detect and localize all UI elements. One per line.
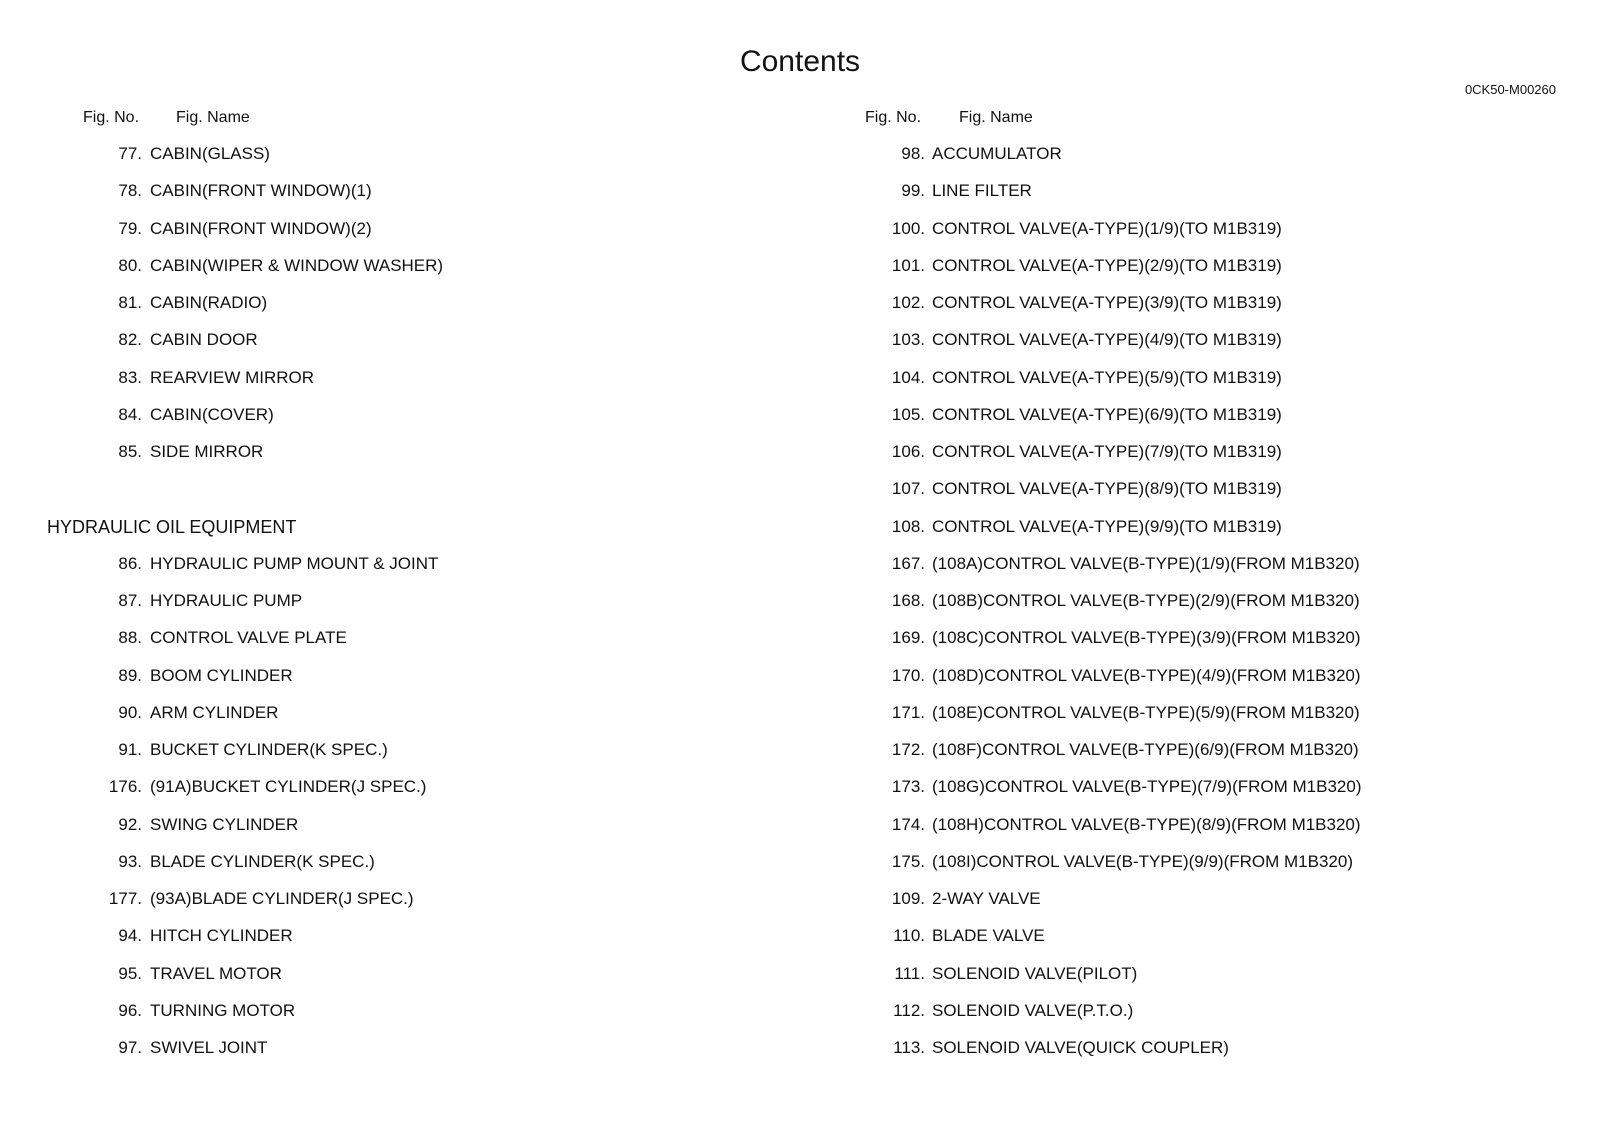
contents-entry[interactable] — [783, 477, 1543, 514]
contents-entry[interactable] — [0, 142, 760, 179]
fig-name: ACCUMULATOR — [932, 144, 1062, 163]
fig-no-header: Fig. No. — [865, 109, 922, 126]
fig-number: 80. — [118, 255, 142, 275]
contents-entry[interactable] — [0, 552, 760, 589]
fig-number: 168. — [891, 591, 925, 610]
fig-number: 78. — [118, 181, 142, 201]
contents-entry[interactable] — [0, 328, 760, 365]
fig-name: ARM CYLINDER — [150, 702, 279, 722]
contents-entry[interactable] — [783, 924, 1543, 961]
fig-number: 177. — [108, 889, 142, 908]
contents-entry[interactable] — [0, 962, 760, 999]
fig-name: TURNING MOTOR — [150, 1000, 296, 1020]
fig-name: BUCKET CYLINDER(K SPEC.) — [150, 740, 388, 759]
contents-entry[interactable] — [0, 626, 760, 663]
fig-number: 170. — [891, 665, 925, 685]
fig-name: HITCH CYLINDER — [150, 926, 293, 946]
fig-name: (91A)BUCKET CYLINDER(J SPEC.) — [150, 777, 427, 797]
fig-number: 90. — [118, 702, 142, 722]
fig-name: SOLENOID VALVE(P.T.O.) — [932, 1000, 1134, 1020]
fig-number: 96. — [118, 1000, 142, 1020]
fig-name: (108D)CONTROL VALVE(B-TYPE)(4/9)(FROM M1B320) — [932, 665, 1361, 685]
contents-entry[interactable] — [783, 515, 1543, 552]
fig-number: 88. — [118, 628, 142, 648]
contents-entry[interactable] — [783, 626, 1543, 663]
fig-number: 171. — [891, 702, 925, 722]
fig-number: 103. — [891, 330, 925, 350]
fig-name: CABIN(COVER) — [150, 404, 274, 424]
fig-number: 176. — [108, 777, 142, 797]
contents-entry[interactable] — [783, 738, 1543, 775]
fig-number: 97. — [118, 1038, 142, 1057]
fig-name: SOLENOID VALVE(QUICK COUPLER) — [932, 1038, 1229, 1057]
contents-entry[interactable] — [783, 440, 1543, 477]
fig-number: 108. — [891, 516, 925, 536]
fig-number: 104. — [891, 367, 925, 387]
contents-entry[interactable] — [783, 999, 1543, 1036]
fig-name: CONTROL VALVE(A-TYPE)(8/9)(TO M1B319) — [932, 479, 1282, 499]
contents-column-left — [0, 106, 760, 1073]
fig-name-header: Fig. Name — [959, 109, 1033, 126]
contents-entry[interactable] — [783, 217, 1543, 254]
fig-name: CONTROL VALVE(A-TYPE)(6/9)(TO M1B319) — [932, 404, 1282, 424]
contents-entry[interactable] — [0, 403, 760, 440]
fig-name: CABIN(GLASS) — [150, 144, 270, 163]
fig-name: SWIVEL JOINT — [150, 1038, 268, 1057]
fig-name: REARVIEW MIRROR — [150, 367, 315, 387]
fig-number: 84. — [118, 404, 142, 424]
contents-entry[interactable] — [0, 1036, 760, 1073]
fig-number: 106. — [891, 442, 925, 461]
contents-list — [783, 142, 1543, 1073]
fig-name: BOOM CYLINDER — [150, 665, 293, 685]
fig-number: 175. — [891, 851, 925, 871]
contents-entry[interactable] — [783, 887, 1543, 924]
fig-name: (108I)CONTROL VALVE(B-TYPE)(9/9)(FROM M1B320) — [932, 851, 1353, 871]
fig-name: SOLENOID VALVE(PILOT) — [932, 963, 1138, 983]
contents-entry[interactable] — [783, 366, 1543, 403]
fig-number: 173. — [891, 777, 925, 797]
fig-name: LINE FILTER — [932, 181, 1032, 201]
fig-number: 102. — [891, 293, 925, 312]
contents-entry[interactable] — [783, 701, 1543, 738]
fig-name: SIDE MIRROR — [150, 442, 264, 461]
contents-entry[interactable] — [783, 328, 1543, 365]
fig-number: 81. — [118, 293, 142, 312]
contents-entry[interactable] — [783, 664, 1543, 701]
fig-name: HYDRAULIC PUMP — [150, 591, 303, 610]
section-spacer — [0, 477, 760, 514]
contents-entry[interactable] — [0, 589, 760, 626]
fig-name: CONTROL VALVE PLATE — [150, 628, 347, 648]
fig-number: 100. — [891, 218, 925, 238]
contents-entry[interactable] — [0, 850, 760, 887]
contents-entry[interactable] — [783, 850, 1543, 887]
fig-number: 82. — [118, 330, 142, 350]
fig-number: 94. — [118, 926, 142, 946]
section-heading — [0, 515, 760, 552]
contents-entry[interactable] — [0, 440, 760, 477]
fig-name: CONTROL VALVE(A-TYPE)(5/9)(TO M1B319) — [932, 367, 1282, 387]
contents-entry[interactable] — [783, 552, 1543, 589]
fig-number: 112. — [893, 1000, 925, 1020]
fig-name: (108H)CONTROL VALVE(B-TYPE)(8/9)(FROM M1B320) — [932, 814, 1361, 834]
fig-name: (108A)CONTROL VALVE(B-TYPE)(1/9)(FROM M1B320) — [932, 553, 1360, 573]
contents-entry[interactable] — [0, 217, 760, 254]
fig-name: CABIN DOOR — [150, 330, 258, 350]
fig-number: 87. — [118, 591, 142, 610]
contents-entry[interactable] — [0, 366, 760, 403]
fig-name-header: Fig. Name — [176, 109, 250, 126]
fig-number: 111. — [894, 963, 925, 983]
contents-entry[interactable] — [783, 589, 1543, 626]
fig-name: CONTROL VALVE(A-TYPE)(4/9)(TO M1B319) — [932, 330, 1282, 350]
fig-number: 85. — [118, 442, 142, 461]
contents-entry[interactable] — [783, 403, 1543, 440]
column-header — [0, 106, 760, 130]
fig-name: CONTROL VALVE(A-TYPE)(2/9)(TO M1B319) — [932, 255, 1282, 275]
fig-name: CONTROL VALVE(A-TYPE)(9/9)(TO M1B319) — [932, 516, 1282, 536]
section-heading-text: HYDRAULIC OIL EQUIPMENT — [47, 516, 297, 537]
fig-name: CABIN(FRONT WINDOW)(2) — [150, 218, 372, 238]
fig-name: (108G)CONTROL VALVE(B-TYPE)(7/9)(FROM M1B320) — [932, 777, 1362, 797]
contents-entry[interactable] — [0, 738, 760, 775]
fig-name: CABIN(FRONT WINDOW)(1) — [150, 181, 372, 201]
fig-number: 98. — [901, 144, 925, 163]
fig-name: CONTROL VALVE(A-TYPE)(1/9)(TO M1B319) — [932, 218, 1282, 238]
fig-number: 109. — [891, 889, 925, 908]
column-header — [783, 106, 1543, 130]
contents-entry[interactable] — [0, 664, 760, 701]
contents-entry[interactable] — [783, 291, 1543, 328]
fig-number: 172. — [891, 740, 925, 759]
contents-entry[interactable] — [783, 179, 1543, 216]
fig-number: 169. — [891, 628, 925, 648]
contents-entry[interactable] — [0, 775, 760, 812]
fig-name: TRAVEL MOTOR — [150, 963, 282, 983]
fig-name: (108E)CONTROL VALVE(B-TYPE)(5/9)(FROM M1B320) — [932, 702, 1360, 722]
fig-name: CONTROL VALVE(A-TYPE)(7/9)(TO M1B319) — [932, 442, 1282, 461]
fig-number: 77. — [118, 144, 142, 163]
fig-number: 167. — [891, 553, 925, 573]
fig-name: 2-WAY VALVE — [932, 889, 1041, 908]
fig-name: CONTROL VALVE(A-TYPE)(3/9)(TO M1B319) — [932, 293, 1282, 312]
contents-entry[interactable] — [783, 962, 1543, 999]
contents-entry[interactable] — [783, 142, 1543, 179]
fig-number: 83. — [118, 367, 142, 387]
contents-list — [0, 142, 760, 1073]
fig-name: SWING CYLINDER — [150, 814, 299, 834]
contents-entry[interactable] — [0, 291, 760, 328]
fig-number: 174. — [891, 814, 925, 834]
fig-name: BLADE VALVE — [932, 926, 1045, 946]
fig-name: (108F)CONTROL VALVE(B-TYPE)(6/9)(FROM M1B320) — [932, 740, 1359, 759]
fig-number: 89. — [118, 665, 142, 685]
contents-entry[interactable] — [0, 924, 760, 961]
contents-entry[interactable] — [783, 254, 1543, 291]
fig-name: (108B)CONTROL VALVE(B-TYPE)(2/9)(FROM M1B320) — [932, 591, 1360, 610]
fig-name: CABIN(WIPER & WINDOW WASHER) — [150, 255, 444, 275]
fig-name: BLADE CYLINDER(K SPEC.) — [150, 851, 375, 871]
fig-number: 92. — [118, 814, 142, 834]
fig-number: 79. — [118, 218, 142, 238]
contents-entry[interactable] — [0, 999, 760, 1036]
fig-no-header: Fig. No. — [83, 109, 140, 126]
fig-number: 99. — [901, 181, 925, 201]
fig-name: (93A)BLADE CYLINDER(J SPEC.) — [150, 889, 414, 908]
contents-column-right — [783, 106, 1543, 1073]
contents-entry[interactable] — [0, 179, 760, 216]
fig-number: 105. — [891, 404, 925, 424]
fig-number: 113. — [893, 1038, 925, 1057]
contents-entry[interactable] — [0, 254, 760, 291]
page-title: Contents — [739, 45, 861, 78]
contents-entry[interactable] — [783, 813, 1543, 850]
fig-number: 107. — [891, 479, 925, 499]
fig-number: 95. — [118, 963, 142, 983]
fig-number: 101. — [891, 255, 925, 275]
fig-number: 93. — [118, 851, 142, 871]
fig-name: HYDRAULIC PUMP MOUNT & JOINT — [150, 553, 439, 573]
fig-name: CABIN(RADIO) — [150, 293, 268, 312]
fig-number: 91. — [118, 740, 142, 759]
contents-entry[interactable] — [783, 1036, 1543, 1073]
fig-name: (108C)CONTROL VALVE(B-TYPE)(3/9)(FROM M1B320) — [932, 628, 1361, 648]
contents-entry[interactable] — [0, 887, 760, 924]
contents-entry[interactable] — [783, 775, 1543, 812]
document-code: 0CK50-M00260 — [1464, 82, 1556, 97]
contents-entry[interactable] — [0, 701, 760, 738]
fig-number: 86. — [118, 553, 142, 573]
fig-number: 110. — [893, 926, 925, 946]
contents-entry[interactable] — [0, 813, 760, 850]
